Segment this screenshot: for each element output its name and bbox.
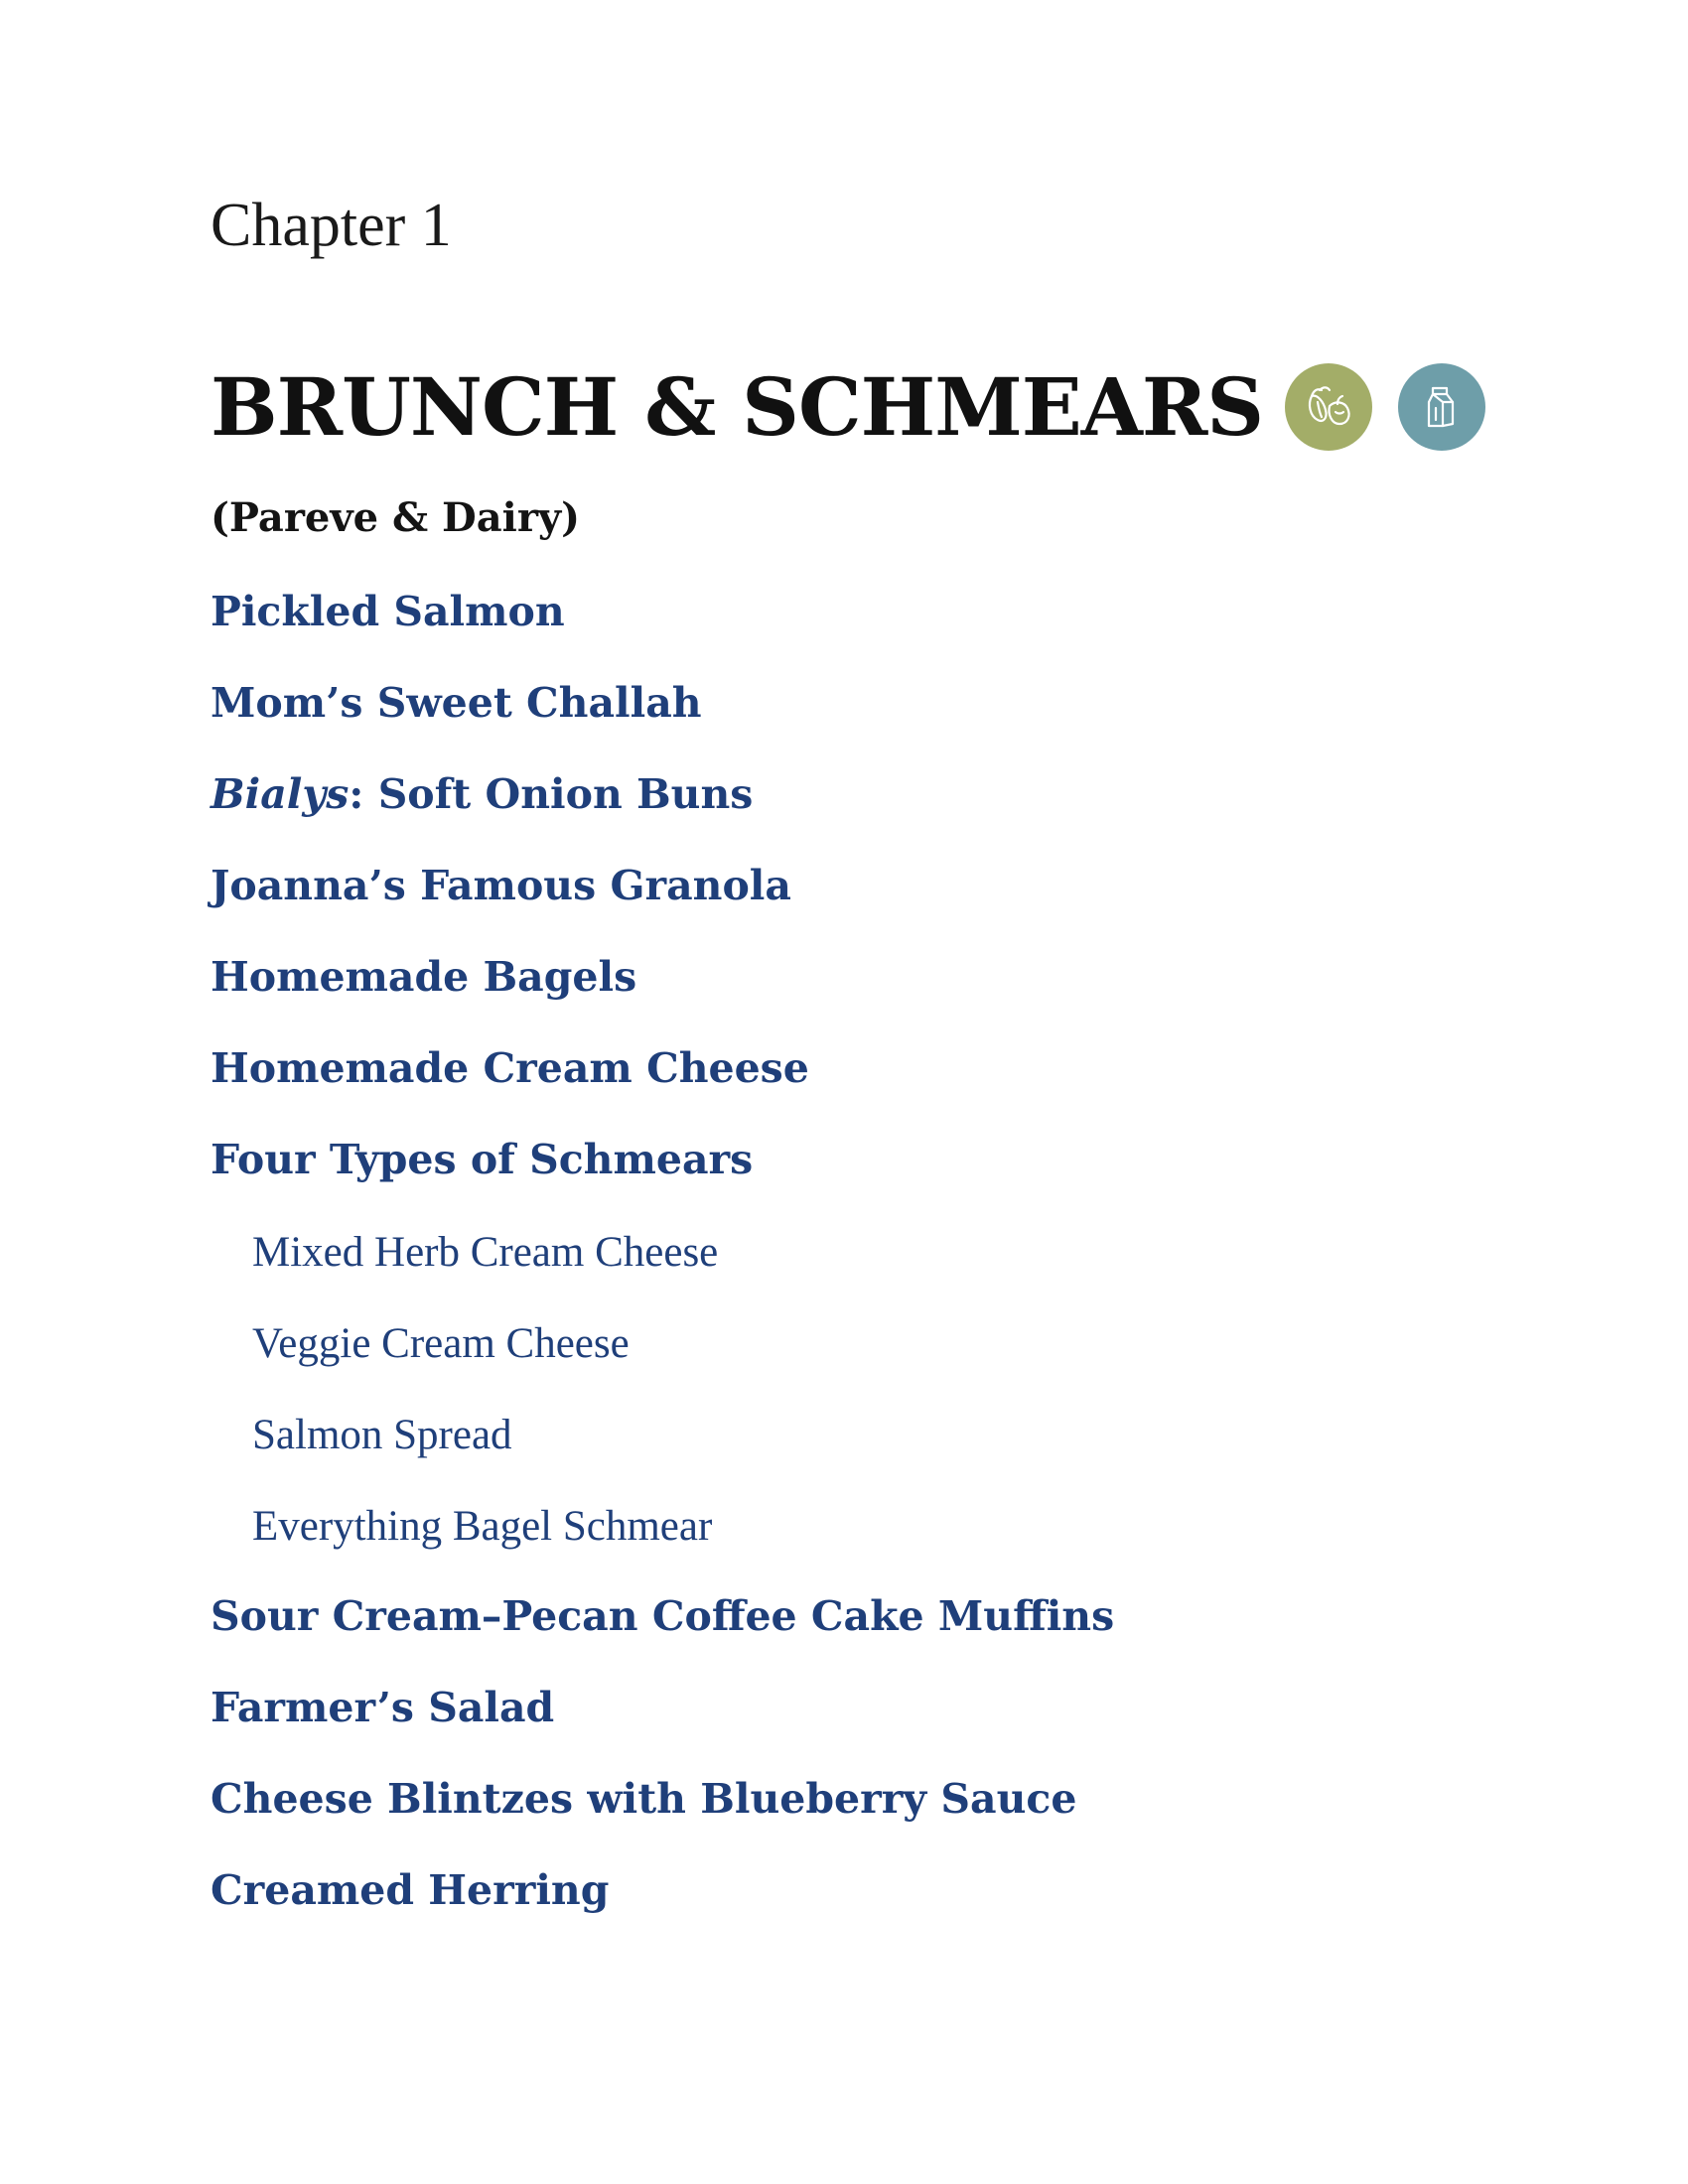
toc-item-moms-sweet-challah[interactable]: Mom’s Sweet Challah: [211, 679, 702, 727]
chapter-title-row: [211, 357, 1485, 457]
toc-item-homemade-bagels[interactable]: Homemade Bagels: [211, 953, 637, 1001]
toc-item-bialys[interactable]: [211, 770, 754, 818]
toc-item-bialys-rest: : Soft Onion Buns: [349, 770, 754, 818]
toc-item-bialys-italic: Bialys: [211, 770, 350, 818]
toc-subitem-salmon-spread[interactable]: Salmon Spread: [252, 1412, 512, 1458]
toc-item-joannas-granola[interactable]: Joanna’s Famous Granola: [211, 862, 791, 909]
toc-item-creamed-herring[interactable]: Creamed Herring: [211, 1866, 610, 1914]
toc-item-cheese-blintzes[interactable]: Cheese Blintzes with Blueberry Sauce: [211, 1775, 1077, 1823]
toc-subitem-veggie-cream-cheese[interactable]: Veggie Cream Cheese: [252, 1320, 630, 1367]
toc-subitem-everything-bagel-schmear[interactable]: Everything Bagel Schmear: [252, 1503, 713, 1550]
toc-item-homemade-cream-cheese[interactable]: Homemade Cream Cheese: [211, 1044, 809, 1092]
toc-subitem-mixed-herb-cream-cheese[interactable]: Mixed Herb Cream Cheese: [252, 1229, 719, 1276]
toc-item-sour-cream-pecan-muffins[interactable]: Sour Cream–Pecan Coffee Cake Muffins: [211, 1592, 1115, 1640]
chapter-number: Chapter 1: [211, 192, 452, 259]
toc-item-four-types-of-schmears[interactable]: Four Types of Schmears: [211, 1136, 754, 1183]
milk-carton-icon: [1398, 363, 1485, 451]
toc-item-pickled-salmon[interactable]: Pickled Salmon: [211, 588, 565, 635]
vegetables-icon: [1285, 363, 1372, 451]
chapter-title: BRUNCH & SCHMEARS: [211, 360, 1264, 454]
chapter-subtitle: (Pareve & Dairy): [211, 494, 581, 541]
toc-item-farmers-salad[interactable]: Farmer’s Salad: [211, 1684, 555, 1731]
